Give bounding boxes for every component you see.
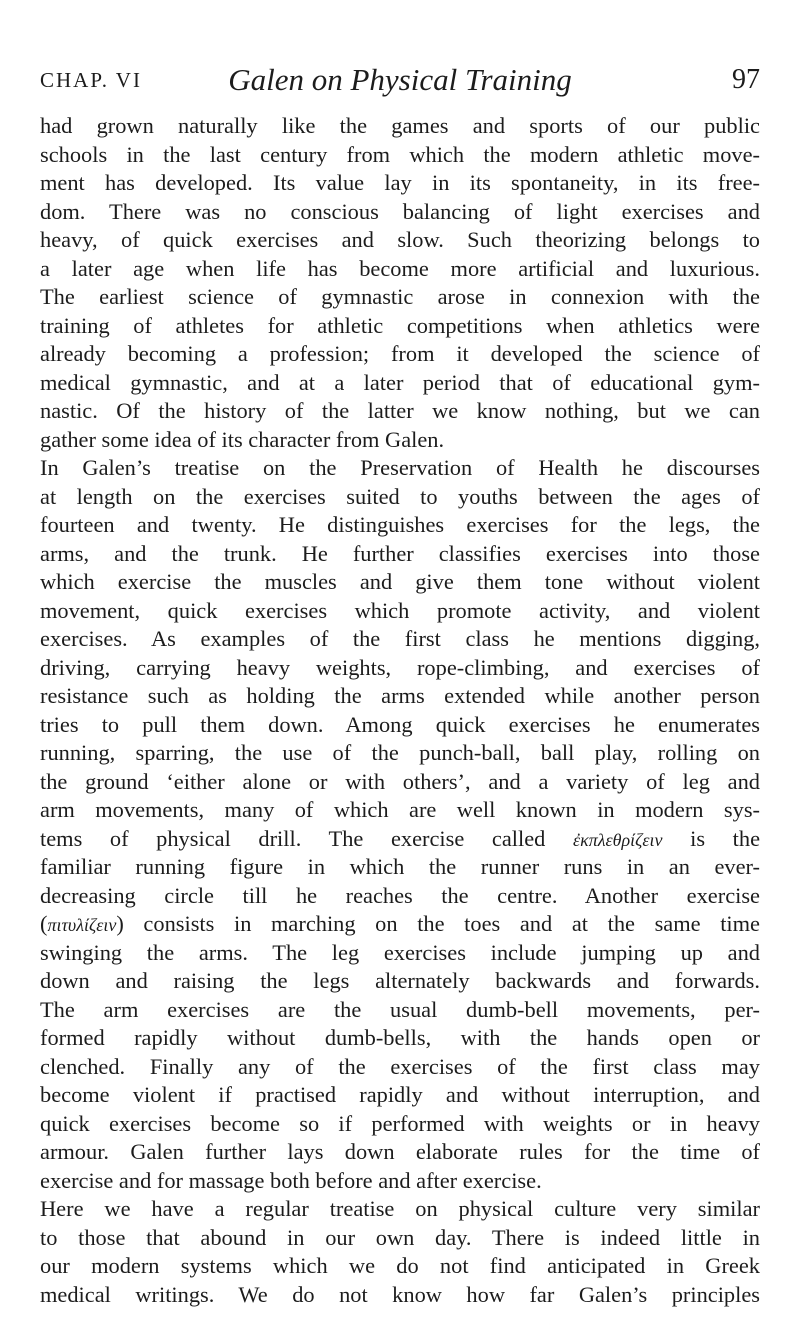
text-line xyxy=(40,967,760,996)
line-text: arms, and the trunk. He further classifies exercises into those xyxy=(40,540,760,566)
text-line xyxy=(40,198,760,227)
text-line xyxy=(40,141,760,170)
text-line xyxy=(40,483,760,512)
line-text: movement, quick exercises which promote activity, and violent xyxy=(40,597,760,623)
line-text: heavy, of quick exercises and slow. Such theorizing belongs to xyxy=(40,227,760,252)
text-line xyxy=(40,796,760,825)
line-text: already becoming a profession; from it developed the science of xyxy=(40,341,760,366)
line-text: ( xyxy=(40,911,48,936)
line-text: arm movements, many of which are well known in modern sys- xyxy=(40,797,760,822)
text-line xyxy=(40,312,760,341)
text-line xyxy=(40,1224,760,1253)
line-text: familiar running figure in which the runner runs in an ever- xyxy=(40,854,760,879)
text-line xyxy=(40,1167,760,1196)
line-text: decreasing circle till he reaches the centre. Another exercise xyxy=(40,882,760,908)
page-number: 97 xyxy=(732,64,760,95)
text-line xyxy=(40,882,760,911)
text-line xyxy=(40,625,760,654)
text-line xyxy=(40,1195,760,1224)
text-line xyxy=(40,340,760,369)
line-text: The earliest science of gymnastic arose in connexion with the xyxy=(40,284,760,309)
text-line xyxy=(40,1024,760,1053)
line-text: schools in the last century from which the modern athletic move- xyxy=(40,141,760,167)
text-line xyxy=(40,226,760,255)
line-text: quick exercises become so if performed with weights or in heavy xyxy=(40,1110,760,1136)
text-line xyxy=(40,397,760,426)
line-text: formed rapidly without dumb-bells, with the hands open or xyxy=(40,1025,760,1050)
line-text: resistance such as holding the arms extended while another person xyxy=(40,683,760,708)
text-line xyxy=(40,939,760,968)
line-text: gather some idea of its character from Galen. xyxy=(40,426,445,452)
line-text: driving, carrying heavy weights, rope-climbing, and exercises of xyxy=(40,654,760,680)
text-line xyxy=(40,1281,760,1310)
text-line xyxy=(40,910,760,939)
line-text-after: ) consists in marching on the toes and at the same time xyxy=(116,911,760,936)
line-text: The arm exercises are the usual dumb-bell movements, per- xyxy=(40,996,760,1022)
line-text: which exercise the muscles and give them tone without violent xyxy=(40,569,760,594)
text-line xyxy=(40,112,760,141)
line-text: become violent if practised rapidly and without interruption, and xyxy=(40,1082,760,1107)
text-line xyxy=(40,654,760,683)
running-header xyxy=(40,62,760,106)
line-text: ment has developed. Its value lay in its spontaneity, in its free- xyxy=(40,170,760,195)
line-text: medical writings. We do not know how far Galen’s principles xyxy=(40,1281,760,1307)
text-line xyxy=(40,711,760,740)
line-text: exercises. As examples of the first class he mentions digging, xyxy=(40,626,760,651)
line-text: clenched. Finally any of the exercises of the first class may xyxy=(40,1053,760,1079)
line-text: Here we have a regular treatise on physical culture very similar xyxy=(40,1196,760,1221)
greek-term: πιτυλίζειν xyxy=(47,915,117,935)
text-line xyxy=(40,255,760,284)
line-text: our modern systems which we do not find anticipated in Greek xyxy=(40,1253,760,1278)
line-text: down and raising the legs alternately backwards and forwards. xyxy=(40,968,760,993)
line-text: training of athletes for athletic competitions when athletics were xyxy=(40,312,760,338)
text-line xyxy=(40,597,760,626)
text-line xyxy=(40,426,760,455)
text-line xyxy=(40,682,760,711)
text-line xyxy=(40,511,760,540)
body-text xyxy=(40,112,760,1309)
text-line xyxy=(40,996,760,1025)
line-text: armour. Galen further lays down elaborate rules for the time of xyxy=(40,1139,760,1164)
text-line xyxy=(40,853,760,882)
line-text: dom. There was no conscious balancing of light exercises and xyxy=(40,198,760,224)
line-text: exercise and for massage both before and after exercise. xyxy=(40,1167,542,1193)
text-line xyxy=(40,1252,760,1281)
text-line xyxy=(40,169,760,198)
text-line xyxy=(40,1138,760,1167)
text-line xyxy=(40,369,760,398)
chapter-label: CHAP. VI xyxy=(40,68,142,92)
text-line xyxy=(40,568,760,597)
line-text: fourteen and twenty. He distinguishes exercises for the legs, the xyxy=(40,512,760,537)
text-line xyxy=(40,540,760,569)
text-line xyxy=(40,283,760,312)
line-text: to those that abound in our own day. There is indeed little in xyxy=(40,1224,760,1250)
text-line xyxy=(40,768,760,797)
line-text: tries to pull them down. Among quick exercises he enumerates xyxy=(40,711,760,737)
text-line xyxy=(40,739,760,768)
text-line xyxy=(40,1053,760,1082)
text-line xyxy=(40,454,760,483)
line-text: at length on the exercises suited to youths between the ages of xyxy=(40,483,760,509)
line-text: running, sparring, the use of the punch-ball, ball play, rolling on xyxy=(40,740,760,765)
text-line xyxy=(40,1081,760,1110)
line-text: the ground ‘either alone or with others’, and a variety of leg and xyxy=(40,768,760,794)
greek-term: ἐκπλεθρίζειν xyxy=(572,829,663,850)
line-text: a later age when life has become more artificial and luxurious. xyxy=(40,255,760,281)
text-line xyxy=(40,1110,760,1139)
text-line xyxy=(40,825,760,854)
line-text: In Galen’s treatise on the Preservation of Health he discourses xyxy=(40,455,760,480)
line-text: swinging the arms. The leg exercises include jumping up and xyxy=(40,939,760,965)
line-text: tems of physical drill. The exercise called xyxy=(40,825,546,851)
line-text: medical gymnastic, and at a later period that of educational gym- xyxy=(40,369,760,395)
line-text: nastic. Of the history of the latter we know nothing, but we can xyxy=(40,398,760,423)
line-text-after: is the xyxy=(662,825,760,851)
line-text: had grown naturally like the games and sports of our public xyxy=(40,113,760,138)
running-title: Galen on Physical Training xyxy=(228,62,572,97)
